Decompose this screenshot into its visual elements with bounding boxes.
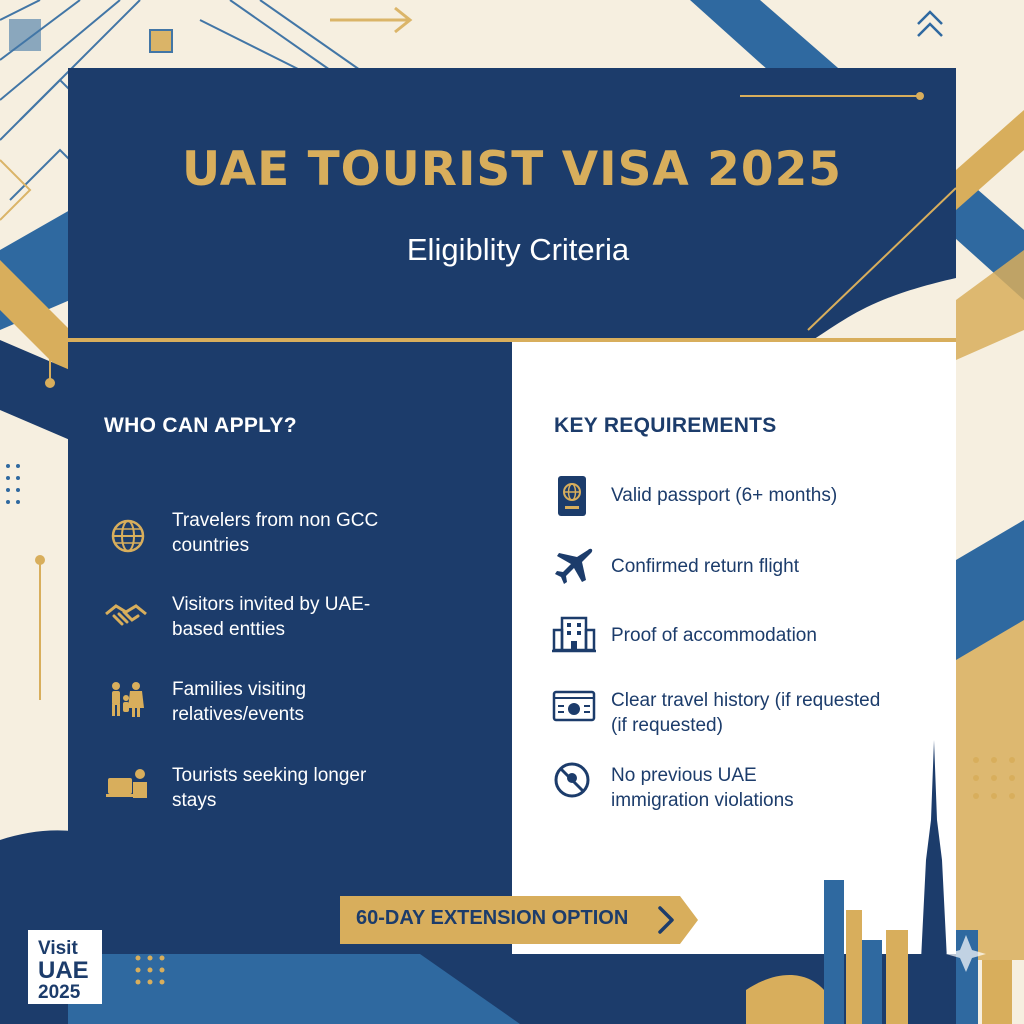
list-item-text: Families visiting relatives/events <box>172 679 307 725</box>
dubai-skyline-illustration <box>746 740 1024 1024</box>
handshake-icon <box>104 594 148 638</box>
list-item <box>106 514 150 563</box>
list-item <box>552 612 596 661</box>
travel-history-icon <box>552 684 596 728</box>
dot-grid-left <box>6 464 20 504</box>
passport-icon <box>552 474 596 518</box>
list-item-text: Clear travel history (if requested (if requested) <box>611 690 881 736</box>
family-icon <box>104 678 148 722</box>
list-item <box>104 678 148 727</box>
list-item <box>552 544 596 593</box>
logo-uae-text: UAE <box>38 957 89 984</box>
list-item-text: Travelers from non GCC countries <box>172 510 379 556</box>
key-requirements-heading: KEY REQUIREMENTS <box>554 414 777 437</box>
list-item-text: No previous UAE immigration violations <box>611 765 794 811</box>
list-item-text: Tourists seeking longer stays <box>172 765 367 811</box>
page-title: UAE TOURIST VISA 2025 <box>182 142 842 197</box>
airplane-icon <box>552 544 596 588</box>
list-item <box>104 594 148 643</box>
chevron-up-icon <box>918 12 942 36</box>
list-item-text: Valid passport (6+ months) <box>611 485 838 506</box>
list-item <box>552 760 596 809</box>
list-item-text: Proof of accommodation <box>611 625 817 646</box>
list-item <box>106 762 150 811</box>
list-item-text: Visitors invited by UAE- based entties <box>172 594 371 640</box>
extension-option-label: 60-DAY EXTENSION OPTION <box>356 907 629 929</box>
logo-year-text: 2025 <box>38 982 81 1003</box>
traveler-laptop-icon <box>106 762 150 806</box>
header-decoration <box>68 68 956 340</box>
globe-icon <box>106 514 150 558</box>
no-violation-icon <box>552 760 596 804</box>
who-can-apply-heading: WHO CAN APPLY? <box>104 414 297 437</box>
list-item-text: Confirmed return flight <box>611 556 799 577</box>
logo-visit-text: Visit <box>38 938 78 959</box>
hotel-building-icon <box>552 612 596 656</box>
page-subtitle: Eligiblity Criteria <box>406 232 630 267</box>
list-item <box>552 684 596 733</box>
list-item <box>552 474 596 523</box>
